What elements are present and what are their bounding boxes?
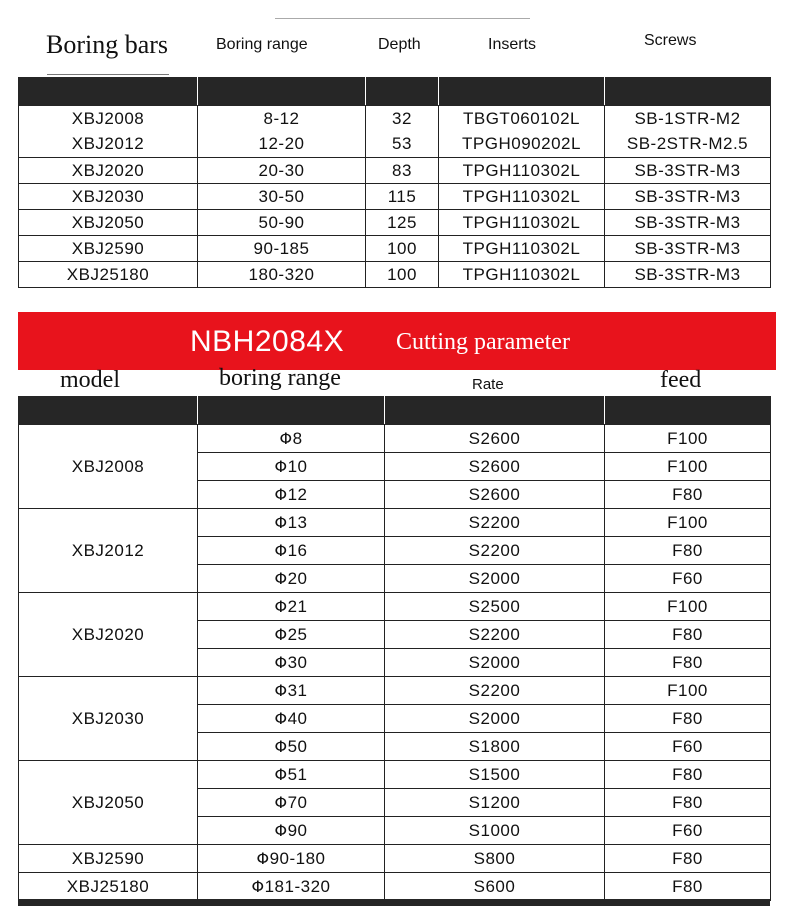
phi-symbol: Φ xyxy=(274,708,288,728)
range-cell: 20-30 xyxy=(198,158,366,184)
feed-cell: F100 xyxy=(605,453,771,481)
range-value: 70 xyxy=(287,792,308,812)
phi-symbol: Φ xyxy=(274,680,288,700)
rate-cell: S2500 xyxy=(385,593,605,621)
model-cell: XBJ25180 xyxy=(19,873,198,901)
phi-symbol: Φ xyxy=(274,624,288,644)
model-cell: XBJ2008 xyxy=(19,425,198,509)
range-cell: 30-50 xyxy=(198,184,366,210)
title-underline xyxy=(47,74,169,75)
banner-model-title: NBH2084X xyxy=(190,325,345,358)
range-cell xyxy=(198,593,385,621)
header-inserts: Inserts xyxy=(488,36,537,53)
table-row xyxy=(19,158,771,184)
range-value: 90 xyxy=(287,820,308,840)
model-cell: XBJ2590 xyxy=(19,845,198,873)
header-model: model xyxy=(60,367,120,393)
model-cell: XBJ2020 xyxy=(19,593,198,677)
screw-cell: SB-3STR-M3 xyxy=(605,184,771,210)
table-row xyxy=(19,262,771,288)
table-row xyxy=(19,845,771,873)
feed-cell: F80 xyxy=(605,873,771,901)
range-cell xyxy=(198,481,385,509)
feed-cell: F80 xyxy=(605,845,771,873)
insert-cell: TPGH090202L xyxy=(439,132,605,158)
model-cell: XBJ2012 xyxy=(19,132,198,158)
rate-cell: S2600 xyxy=(385,481,605,509)
range-value: 21 xyxy=(287,596,308,616)
range-cell: 50-90 xyxy=(198,210,366,236)
range-value: 20 xyxy=(287,568,308,588)
rate-cell: S800 xyxy=(385,845,605,873)
insert-cell: TBGT060102L xyxy=(439,106,605,132)
model-cell: XBJ2008 xyxy=(19,106,198,132)
bottom-bar xyxy=(18,899,770,906)
screw-cell: SB-3STR-M3 xyxy=(605,210,771,236)
phi-symbol: Φ xyxy=(251,876,265,896)
phi-symbol: Φ xyxy=(274,512,288,532)
banner-subtitle: Cutting parameter xyxy=(396,329,570,355)
range-cell xyxy=(198,621,385,649)
screw-cell: SB-1STR-M2 xyxy=(605,106,771,132)
range-value: 50 xyxy=(287,736,308,756)
depth-cell: 100 xyxy=(366,262,439,288)
phi-symbol: Φ xyxy=(274,596,288,616)
range-cell xyxy=(198,509,385,537)
screw-cell: SB-3STR-M3 xyxy=(605,236,771,262)
rate-cell: S1000 xyxy=(385,817,605,845)
table-row xyxy=(19,593,771,621)
feed-cell: F100 xyxy=(605,593,771,621)
depth-cell: 115 xyxy=(366,184,439,210)
range-value: 25 xyxy=(287,624,308,644)
rate-cell: S2000 xyxy=(385,649,605,677)
header-screws: Screws xyxy=(644,32,697,49)
range-cell xyxy=(198,789,385,817)
range-cell xyxy=(198,649,385,677)
boring-bars-title: Boring bars xyxy=(46,30,169,59)
table-row xyxy=(19,509,771,537)
range-value: 51 xyxy=(287,764,308,784)
range-cell xyxy=(198,537,385,565)
screw-cell: SB-3STR-M3 xyxy=(605,158,771,184)
table-header-band xyxy=(19,78,771,106)
depth-cell: 125 xyxy=(366,210,439,236)
table-row xyxy=(19,210,771,236)
range-cell: 90-185 xyxy=(198,236,366,262)
table-row xyxy=(19,425,771,453)
rate-cell: S2600 xyxy=(385,425,605,453)
model-cell: XBJ2030 xyxy=(19,677,198,761)
phi-symbol: Φ xyxy=(274,568,288,588)
feed-cell: F80 xyxy=(605,621,771,649)
range-cell xyxy=(198,565,385,593)
insert-cell: TPGH110302L xyxy=(439,262,605,288)
table-row xyxy=(19,106,771,132)
screw-cell: SB-2STR-M2.5 xyxy=(605,132,771,158)
range-value: 181-320 xyxy=(264,876,331,896)
phi-symbol: Φ xyxy=(274,652,288,672)
range-cell xyxy=(198,873,385,901)
table-row xyxy=(19,184,771,210)
phi-symbol: Φ xyxy=(274,540,288,560)
insert-cell: TPGH110302L xyxy=(439,236,605,262)
range-value: 40 xyxy=(287,708,308,728)
header-boring-range: Boring range xyxy=(216,36,308,53)
table-row xyxy=(19,132,771,158)
rate-cell: S600 xyxy=(385,873,605,901)
rate-cell: S2200 xyxy=(385,537,605,565)
model-cell: XBJ25180 xyxy=(19,262,198,288)
depth-cell: 53 xyxy=(366,132,439,158)
phi-symbol: Φ xyxy=(256,848,270,868)
table-row xyxy=(19,236,771,262)
feed-cell: F60 xyxy=(605,817,771,845)
feed-cell: F80 xyxy=(605,649,771,677)
phi-symbol: Φ xyxy=(274,736,288,756)
table-header-band xyxy=(19,397,771,425)
phi-symbol: Φ xyxy=(279,428,293,448)
feed-cell: F60 xyxy=(605,733,771,761)
range-value: 30 xyxy=(287,652,308,672)
banner-notch xyxy=(597,308,779,312)
rate-cell: S2600 xyxy=(385,453,605,481)
header-rate: Rate xyxy=(472,376,504,393)
feed-cell: F80 xyxy=(605,705,771,733)
header-feed: feed xyxy=(660,367,702,393)
range-value: 8 xyxy=(292,428,303,448)
range-cell xyxy=(198,425,385,453)
phi-symbol: Φ xyxy=(274,820,288,840)
range-value: 10 xyxy=(287,456,308,476)
range-value: 12 xyxy=(287,484,308,504)
range-cell xyxy=(198,817,385,845)
range-value: 31 xyxy=(287,680,308,700)
range-value: 16 xyxy=(287,540,308,560)
model-cell: XBJ2030 xyxy=(19,184,198,210)
rate-cell: S2000 xyxy=(385,565,605,593)
screw-cell: SB-3STR-M3 xyxy=(605,262,771,288)
phi-symbol: Φ xyxy=(274,792,288,812)
feed-cell: F100 xyxy=(605,509,771,537)
model-cell: XBJ2590 xyxy=(19,236,198,262)
feed-cell: F80 xyxy=(605,789,771,817)
phi-symbol: Φ xyxy=(274,764,288,784)
table-row xyxy=(19,761,771,789)
model-cell: XBJ2050 xyxy=(19,761,198,845)
range-value: 90-180 xyxy=(269,848,326,868)
table-row xyxy=(19,677,771,705)
header-depth: Depth xyxy=(378,36,421,53)
model-cell: XBJ2050 xyxy=(19,210,198,236)
rate-cell: S2200 xyxy=(385,677,605,705)
range-cell xyxy=(198,761,385,789)
feed-cell: F80 xyxy=(605,537,771,565)
range-cell xyxy=(198,705,385,733)
rate-cell: S1200 xyxy=(385,789,605,817)
range-cell xyxy=(198,845,385,873)
model-cell: XBJ2012 xyxy=(19,509,198,593)
range-value: 13 xyxy=(287,512,308,532)
table-row xyxy=(19,873,771,901)
range-cell: 8-12 xyxy=(198,106,366,132)
depth-cell: 100 xyxy=(366,236,439,262)
header-boring-range-2: boring range xyxy=(219,365,341,391)
rate-cell: S1500 xyxy=(385,761,605,789)
range-cell xyxy=(198,677,385,705)
depth-cell: 32 xyxy=(366,106,439,132)
rate-cell: S2200 xyxy=(385,621,605,649)
rate-cell: S2200 xyxy=(385,509,605,537)
cutting-parameter-table xyxy=(18,396,771,901)
phi-symbol: Φ xyxy=(274,484,288,504)
feed-cell: F100 xyxy=(605,425,771,453)
feed-cell: F60 xyxy=(605,565,771,593)
insert-cell: TPGH110302L xyxy=(439,184,605,210)
insert-cell: TPGH110302L xyxy=(439,158,605,184)
rate-cell: S2000 xyxy=(385,705,605,733)
range-cell: 180-320 xyxy=(198,262,366,288)
phi-symbol: Φ xyxy=(274,456,288,476)
top-divider-line xyxy=(275,18,530,19)
boring-bars-table xyxy=(18,77,771,288)
feed-cell: F80 xyxy=(605,761,771,789)
range-cell: 12-20 xyxy=(198,132,366,158)
feed-cell: F80 xyxy=(605,481,771,509)
depth-cell: 83 xyxy=(366,158,439,184)
model-cell: XBJ2020 xyxy=(19,158,198,184)
range-cell xyxy=(198,453,385,481)
rate-cell: S1800 xyxy=(385,733,605,761)
range-cell xyxy=(198,733,385,761)
insert-cell: TPGH110302L xyxy=(439,210,605,236)
feed-cell: F100 xyxy=(605,677,771,705)
